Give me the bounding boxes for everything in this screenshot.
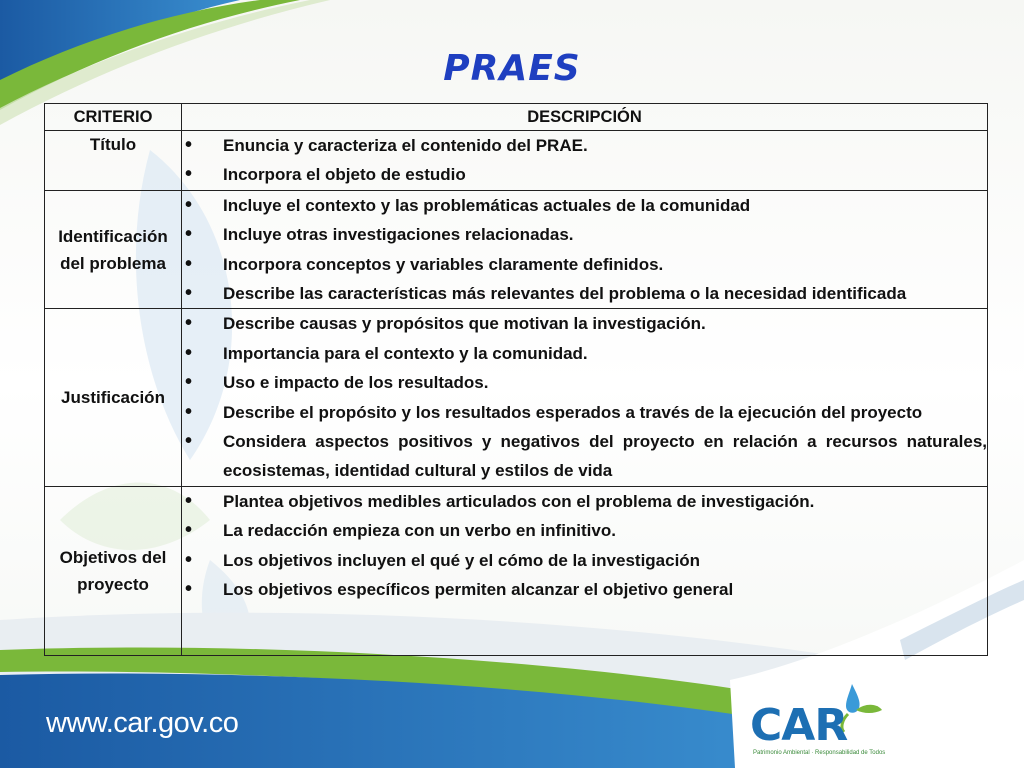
bullet-list [182, 309, 987, 485]
header-criterio: CRITERIO [45, 104, 182, 131]
bullet-list [182, 131, 987, 190]
list-item: • Los objetivos incluyen el qué y el cómo de la investigación [182, 546, 987, 575]
header-descripcion: DESCRIPCIÓN [182, 104, 988, 131]
list-item: • Uso e impacto de los resultados. [182, 368, 987, 397]
table-row [45, 190, 988, 309]
list-item: • Describe causas y propósitos que motivan la investigación. [182, 309, 987, 338]
table-row [45, 309, 988, 486]
table-header-row [45, 104, 988, 131]
list-item: • Los objetivos específicos permiten alcanzar el objetivo general [182, 575, 987, 604]
bullet-list [182, 191, 987, 309]
bullet-list [182, 487, 987, 605]
list-item: • La redacción empieza con un verbo en infinitivo. [182, 516, 987, 545]
list-item: • Incorpora el objeto de estudio [182, 160, 987, 189]
criterio-justificacion: Justificación [45, 309, 182, 486]
logo-wordmark: CAR [750, 700, 848, 751]
criterio-titulo: Título [45, 131, 182, 191]
criteria-table [44, 103, 988, 656]
list-item: • Incluye el contexto y las problemáticas actuales de la comunidad [182, 191, 987, 220]
criterio-objetivos: Objetivos del proyecto [45, 486, 182, 655]
descripcion-cell [182, 486, 988, 655]
list-item: • Plantea objetivos medibles articulados con el problema de investigación. [182, 487, 987, 516]
table-row [45, 131, 988, 191]
logo-tagline: Patrimonio Ambiental · Responsabilidad de Todos [753, 750, 886, 756]
list-item: • Describe el propósito y los resultados esperados a través de la ejecución del proyecto [182, 398, 987, 427]
list-item: • Enuncia y caracteriza el contenido del PRAE. [182, 131, 987, 160]
list-item: • Incluye otras investigaciones relacionadas. [182, 220, 987, 249]
descripcion-cell [182, 190, 988, 309]
list-item: • Importancia para el contexto y la comunidad. [182, 339, 987, 368]
criterio-identificacion: Identificación del problema [45, 190, 182, 309]
descripcion-cell [182, 131, 988, 191]
list-item: • Describe las características más relevantes del problema o la necesidad identificada [182, 279, 987, 308]
list-item: • Considera aspectos positivos y negativos del proyecto en relación a recursos naturales, ecosistemas, identidad cultural y estilos de vida [182, 427, 987, 486]
list-item: • Incorpora conceptos y variables claramente definidos. [182, 250, 987, 279]
slide-title: PRAES [443, 48, 581, 89]
table-row [45, 486, 988, 655]
descripcion-cell [182, 309, 988, 486]
website-url: www.car.gov.co [46, 707, 239, 739]
